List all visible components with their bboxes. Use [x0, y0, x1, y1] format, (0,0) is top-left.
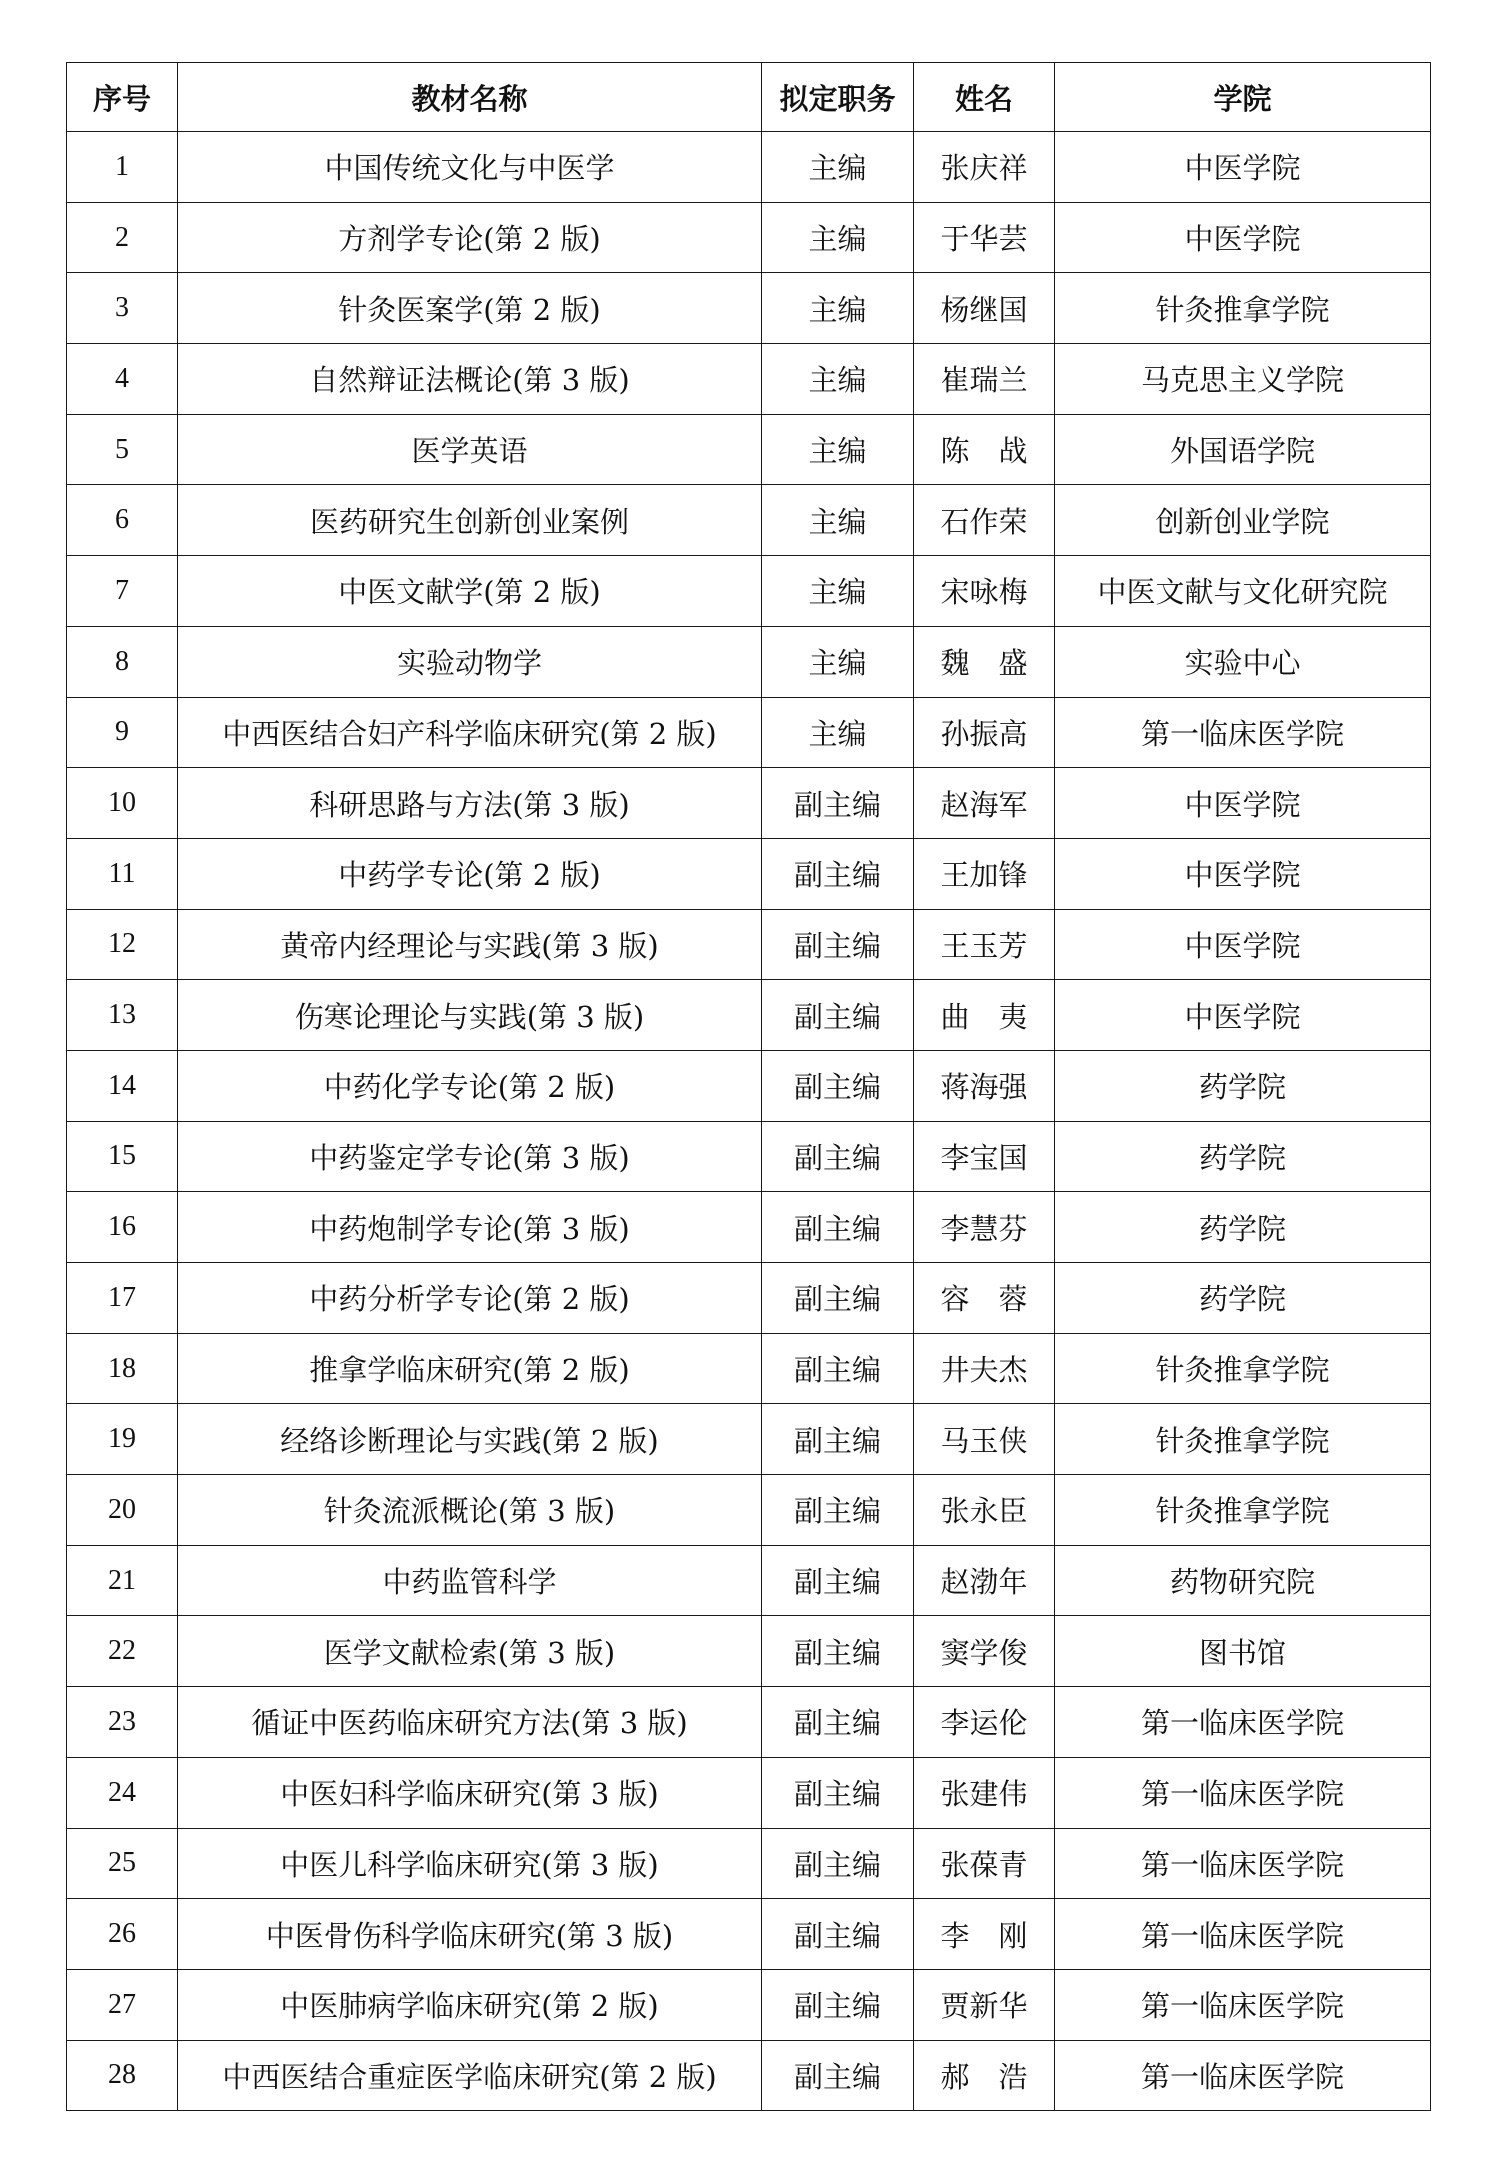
table-row [67, 1969, 1431, 2040]
cell-textbook-title: 中医儿科学临床研究(第 3 版) [178, 1828, 762, 1899]
cell-proposed-role: 副主编 [762, 1828, 914, 1899]
cell-college: 中医学院 [1055, 768, 1431, 839]
cell-college: 针灸推拿学院 [1055, 1333, 1431, 1404]
cell-textbook-title: 经络诊断理论与实践(第 2 版) [178, 1404, 762, 1475]
cell-college: 第一临床医学院 [1055, 1757, 1431, 1828]
table-row [67, 273, 1431, 344]
cell-college: 马克思主义学院 [1055, 344, 1431, 415]
cell-index: 8 [67, 626, 178, 697]
table-row [67, 1192, 1431, 1263]
cell-index: 22 [67, 1616, 178, 1687]
cell-person-name: 李慧芬 [914, 1192, 1055, 1263]
cell-proposed-role: 主编 [762, 697, 914, 768]
cell-person-name: 陈 战 [914, 414, 1055, 485]
table-row [67, 768, 1431, 839]
cell-index: 24 [67, 1757, 178, 1828]
cell-index: 16 [67, 1192, 178, 1263]
cell-college: 药学院 [1055, 1121, 1431, 1192]
cell-proposed-role: 副主编 [762, 1475, 914, 1546]
cell-textbook-title: 中医肺病学临床研究(第 2 版) [178, 1969, 762, 2040]
cell-person-name: 蒋海强 [914, 1050, 1055, 1121]
table-row [67, 980, 1431, 1051]
cell-index: 19 [67, 1404, 178, 1475]
cell-proposed-role: 副主编 [762, 1616, 914, 1687]
cell-textbook-title: 实验动物学 [178, 626, 762, 697]
cell-proposed-role: 副主编 [762, 1545, 914, 1616]
cell-index: 17 [67, 1263, 178, 1334]
cell-index: 10 [67, 768, 178, 839]
cell-index: 5 [67, 414, 178, 485]
cell-index: 23 [67, 1687, 178, 1758]
cell-college: 第一临床医学院 [1055, 1899, 1431, 1970]
table-row [67, 1475, 1431, 1546]
table-row [67, 2040, 1431, 2111]
table-row [67, 1121, 1431, 1192]
cell-index: 2 [67, 202, 178, 273]
cell-index: 6 [67, 485, 178, 556]
table-row [67, 1757, 1431, 1828]
header-index: 序号 [67, 63, 178, 132]
table-body [67, 132, 1431, 2111]
cell-person-name: 赵海军 [914, 768, 1055, 839]
cell-person-name: 李宝国 [914, 1121, 1055, 1192]
cell-index: 18 [67, 1333, 178, 1404]
cell-proposed-role: 副主编 [762, 1050, 914, 1121]
cell-college: 第一临床医学院 [1055, 1687, 1431, 1758]
cell-person-name: 容 蓉 [914, 1263, 1055, 1334]
cell-college: 中医学院 [1055, 202, 1431, 273]
header-proposed-role: 拟定职务 [762, 63, 914, 132]
cell-person-name: 马玉侠 [914, 1404, 1055, 1475]
cell-person-name: 郝 浩 [914, 2040, 1055, 2111]
cell-person-name: 曲 夷 [914, 980, 1055, 1051]
cell-proposed-role: 主编 [762, 202, 914, 273]
cell-person-name: 张建伟 [914, 1757, 1055, 1828]
cell-textbook-title: 中西医结合重症医学临床研究(第 2 版) [178, 2040, 762, 2111]
cell-textbook-title: 中西医结合妇产科学临床研究(第 2 版) [178, 697, 762, 768]
cell-college: 实验中心 [1055, 626, 1431, 697]
header-textbook-title: 教材名称 [178, 63, 762, 132]
cell-index: 15 [67, 1121, 178, 1192]
cell-textbook-title: 推拿学临床研究(第 2 版) [178, 1333, 762, 1404]
cell-proposed-role: 主编 [762, 626, 914, 697]
cell-person-name: 魏 盛 [914, 626, 1055, 697]
cell-proposed-role: 副主编 [762, 838, 914, 909]
cell-proposed-role: 主编 [762, 414, 914, 485]
cell-index: 20 [67, 1475, 178, 1546]
table-row [67, 1687, 1431, 1758]
cell-college: 第一临床医学院 [1055, 1969, 1431, 2040]
cell-college: 药学院 [1055, 1050, 1431, 1121]
table-row [67, 1545, 1431, 1616]
cell-textbook-title: 中药化学专论(第 2 版) [178, 1050, 762, 1121]
cell-proposed-role: 副主编 [762, 1333, 914, 1404]
table-row [67, 202, 1431, 273]
cell-proposed-role: 副主编 [762, 980, 914, 1051]
cell-proposed-role: 副主编 [762, 1404, 914, 1475]
cell-textbook-title: 中药鉴定学专论(第 3 版) [178, 1121, 762, 1192]
cell-person-name: 宋咏梅 [914, 556, 1055, 627]
cell-person-name: 王玉芳 [914, 909, 1055, 980]
cell-college: 中医文献与文化研究院 [1055, 556, 1431, 627]
cell-college: 针灸推拿学院 [1055, 1475, 1431, 1546]
cell-proposed-role: 主编 [762, 556, 914, 627]
table-row [67, 626, 1431, 697]
table-row [67, 1333, 1431, 1404]
cell-proposed-role: 副主编 [762, 1121, 914, 1192]
cell-textbook-title: 伤寒论理论与实践(第 3 版) [178, 980, 762, 1051]
table-row [67, 132, 1431, 203]
cell-college: 第一临床医学院 [1055, 697, 1431, 768]
cell-college: 图书馆 [1055, 1616, 1431, 1687]
cell-textbook-title: 医学英语 [178, 414, 762, 485]
cell-college: 药物研究院 [1055, 1545, 1431, 1616]
cell-textbook-title: 循证中医药临床研究方法(第 3 版) [178, 1687, 762, 1758]
cell-index: 25 [67, 1828, 178, 1899]
cell-index: 14 [67, 1050, 178, 1121]
textbook-editor-table-sheet [66, 62, 1430, 2111]
cell-person-name: 崔瑞兰 [914, 344, 1055, 415]
cell-textbook-title: 针灸流派概论(第 3 版) [178, 1475, 762, 1546]
cell-textbook-title: 中药监管科学 [178, 1545, 762, 1616]
cell-person-name: 张庆祥 [914, 132, 1055, 203]
cell-index: 11 [67, 838, 178, 909]
cell-index: 26 [67, 1899, 178, 1970]
cell-college: 第一临床医学院 [1055, 1828, 1431, 1899]
cell-textbook-title: 医药研究生创新创业案例 [178, 485, 762, 556]
cell-textbook-title: 中医妇科学临床研究(第 3 版) [178, 1757, 762, 1828]
cell-proposed-role: 主编 [762, 132, 914, 203]
cell-person-name: 张葆青 [914, 1828, 1055, 1899]
cell-index: 13 [67, 980, 178, 1051]
cell-college: 药学院 [1055, 1263, 1431, 1334]
header-college: 学院 [1055, 63, 1431, 132]
table-row [67, 909, 1431, 980]
cell-textbook-title: 黄帝内经理论与实践(第 3 版) [178, 909, 762, 980]
cell-textbook-title: 医学文献检索(第 3 版) [178, 1616, 762, 1687]
cell-textbook-title: 中医文献学(第 2 版) [178, 556, 762, 627]
cell-textbook-title: 科研思路与方法(第 3 版) [178, 768, 762, 839]
table-row [67, 556, 1431, 627]
table-row [67, 344, 1431, 415]
cell-person-name: 石作荣 [914, 485, 1055, 556]
cell-person-name: 王加锋 [914, 838, 1055, 909]
cell-college: 药学院 [1055, 1192, 1431, 1263]
header-person-name: 姓名 [914, 63, 1055, 132]
cell-proposed-role: 副主编 [762, 1899, 914, 1970]
cell-person-name: 赵渤年 [914, 1545, 1055, 1616]
cell-index: 12 [67, 909, 178, 980]
table-header [67, 63, 1431, 132]
cell-person-name: 于华芸 [914, 202, 1055, 273]
cell-person-name: 孙振高 [914, 697, 1055, 768]
cell-index: 27 [67, 1969, 178, 2040]
cell-proposed-role: 副主编 [762, 2040, 914, 2111]
cell-person-name: 李运伦 [914, 1687, 1055, 1758]
table-row [67, 697, 1431, 768]
cell-college: 中医学院 [1055, 909, 1431, 980]
table-row [67, 1404, 1431, 1475]
cell-index: 28 [67, 2040, 178, 2111]
header-row [67, 63, 1431, 132]
cell-person-name: 张永臣 [914, 1475, 1055, 1546]
table-row [67, 1899, 1431, 1970]
cell-college: 中医学院 [1055, 980, 1431, 1051]
cell-proposed-role: 副主编 [762, 909, 914, 980]
cell-textbook-title: 自然辩证法概论(第 3 版) [178, 344, 762, 415]
cell-college: 中医学院 [1055, 838, 1431, 909]
table-row [67, 1616, 1431, 1687]
textbook-editor-table [66, 62, 1431, 2111]
table-row [67, 414, 1431, 485]
cell-index: 3 [67, 273, 178, 344]
table-row [67, 1828, 1431, 1899]
cell-textbook-title: 中医骨伤科学临床研究(第 3 版) [178, 1899, 762, 1970]
cell-proposed-role: 主编 [762, 273, 914, 344]
cell-person-name: 贾新华 [914, 1969, 1055, 2040]
cell-proposed-role: 副主编 [762, 1263, 914, 1334]
cell-textbook-title: 中药分析学专论(第 2 版) [178, 1263, 762, 1334]
cell-proposed-role: 副主编 [762, 1192, 914, 1263]
cell-proposed-role: 副主编 [762, 1757, 914, 1828]
table-row [67, 1050, 1431, 1121]
cell-college: 创新创业学院 [1055, 485, 1431, 556]
cell-proposed-role: 副主编 [762, 1687, 914, 1758]
cell-index: 21 [67, 1545, 178, 1616]
table-row [67, 485, 1431, 556]
cell-person-name: 李 刚 [914, 1899, 1055, 1970]
cell-index: 4 [67, 344, 178, 415]
cell-college: 中医学院 [1055, 132, 1431, 203]
cell-textbook-title: 中药炮制学专论(第 3 版) [178, 1192, 762, 1263]
cell-proposed-role: 副主编 [762, 1969, 914, 2040]
cell-textbook-title: 方剂学专论(第 2 版) [178, 202, 762, 273]
cell-index: 1 [67, 132, 178, 203]
cell-person-name: 井夫杰 [914, 1333, 1055, 1404]
cell-person-name: 杨继国 [914, 273, 1055, 344]
cell-proposed-role: 副主编 [762, 768, 914, 839]
cell-college: 第一临床医学院 [1055, 2040, 1431, 2111]
cell-college: 针灸推拿学院 [1055, 1404, 1431, 1475]
cell-textbook-title: 中药学专论(第 2 版) [178, 838, 762, 909]
cell-textbook-title: 中国传统文化与中医学 [178, 132, 762, 203]
cell-index: 9 [67, 697, 178, 768]
cell-college: 针灸推拿学院 [1055, 273, 1431, 344]
cell-index: 7 [67, 556, 178, 627]
table-row [67, 1263, 1431, 1334]
cell-textbook-title: 针灸医案学(第 2 版) [178, 273, 762, 344]
table-row [67, 838, 1431, 909]
cell-proposed-role: 主编 [762, 485, 914, 556]
cell-proposed-role: 主编 [762, 344, 914, 415]
cell-person-name: 窦学俊 [914, 1616, 1055, 1687]
cell-college: 外国语学院 [1055, 414, 1431, 485]
